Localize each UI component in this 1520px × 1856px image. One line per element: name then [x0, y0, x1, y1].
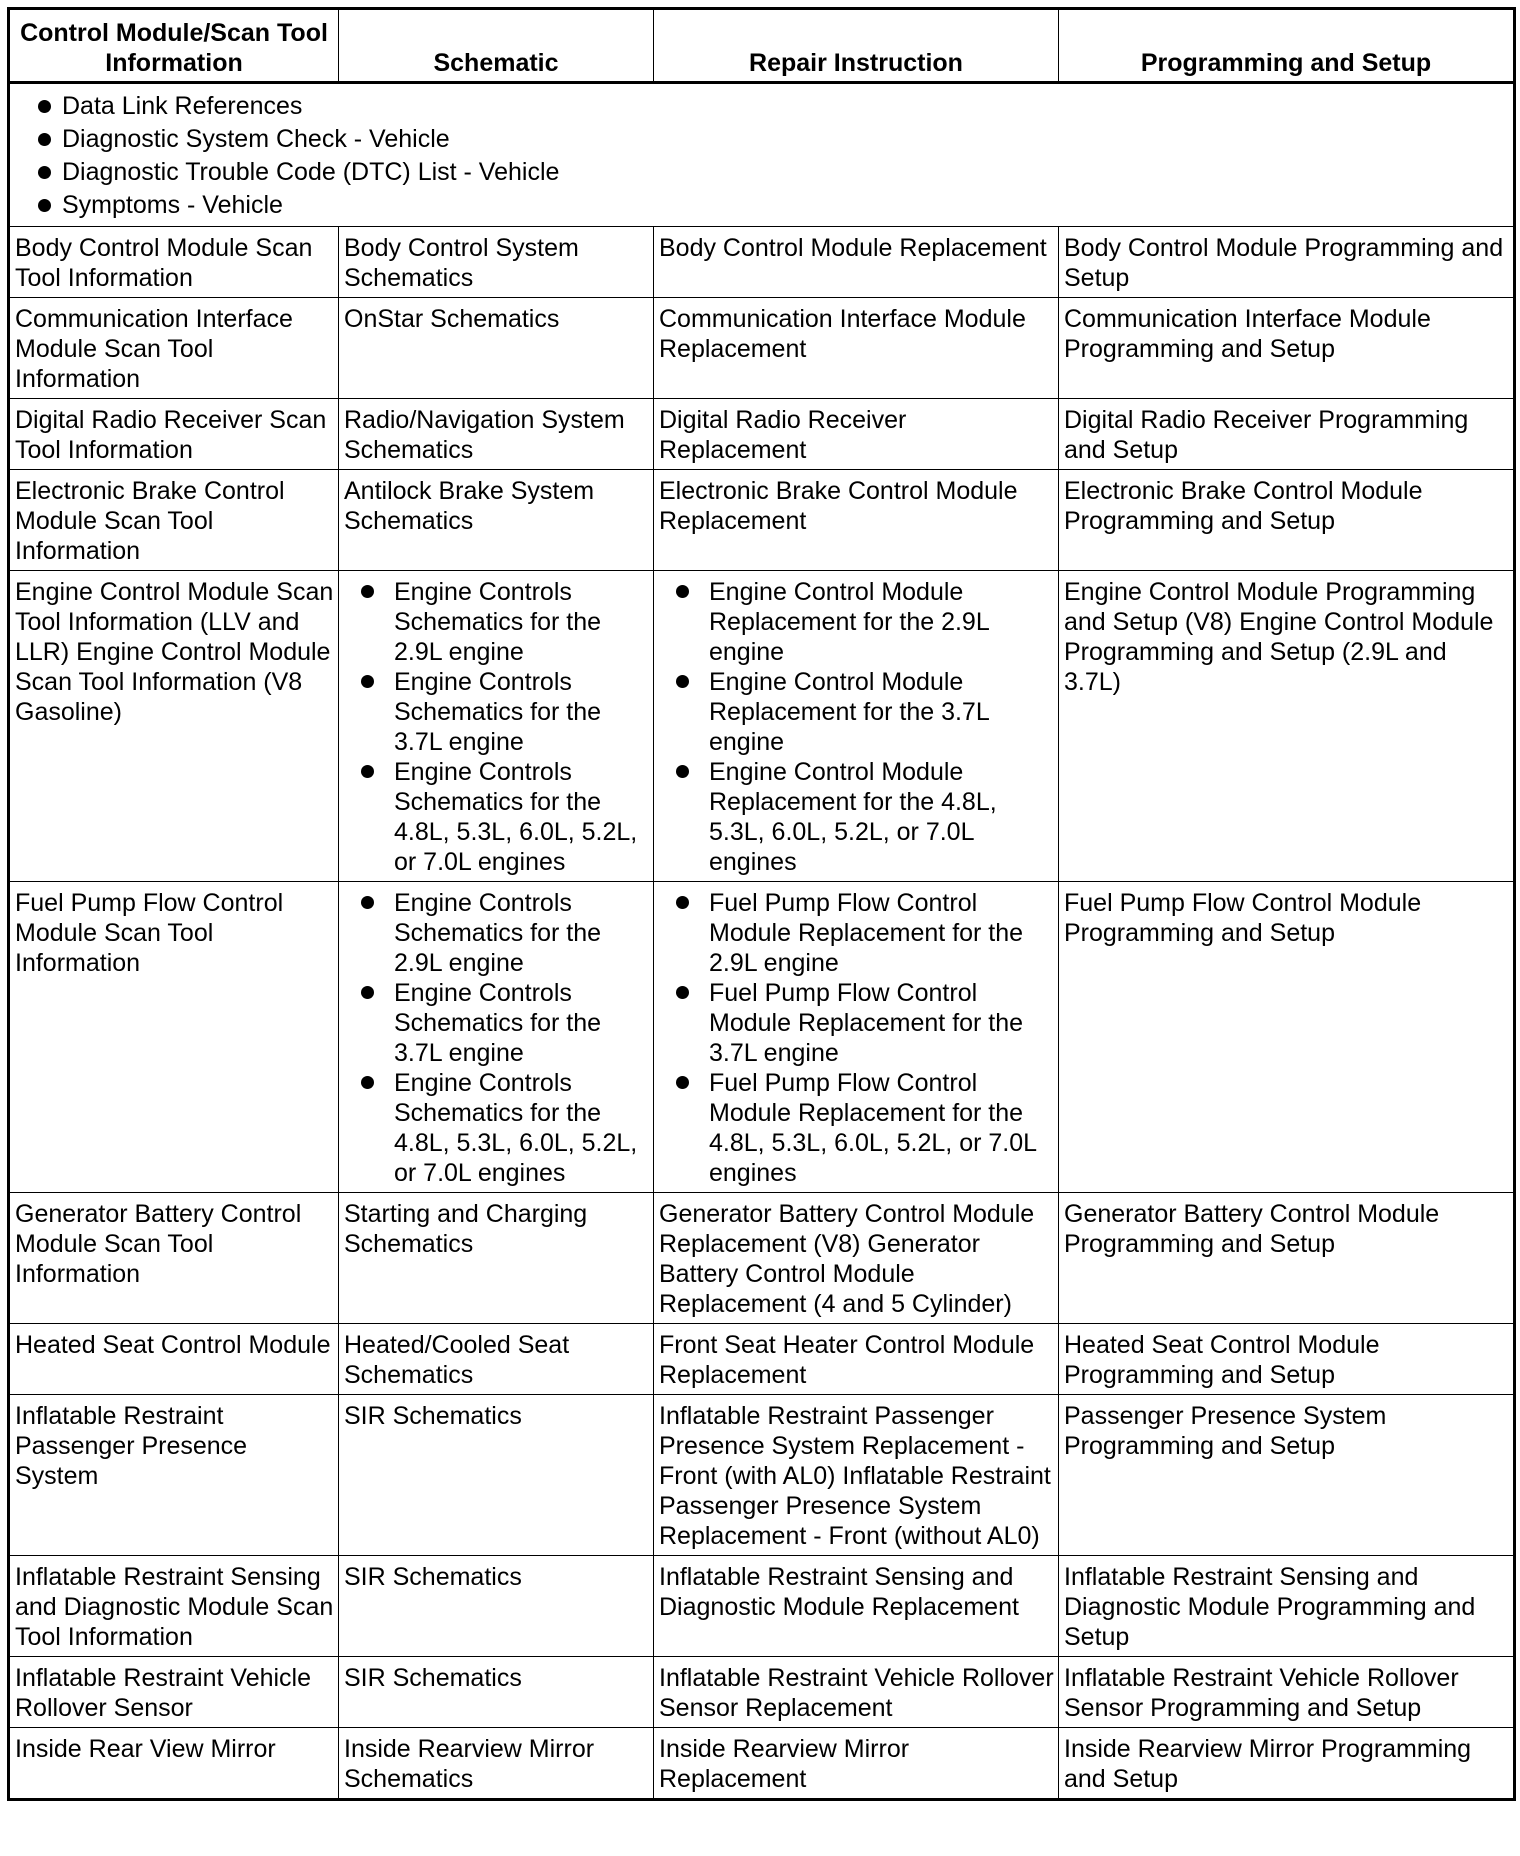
schematic-list-item[interactable]: Engine Controls Schematics for the 4.8L, 5.3L, 6.0L, 5.2L, or 7.0L engines [344, 757, 649, 877]
table-row [9, 470, 1515, 571]
schematic-cell[interactable]: SIR Schematics [339, 1395, 654, 1556]
repair-list-item[interactable]: Fuel Pump Flow Control Module Replacement for the 2.9L engine [659, 888, 1054, 978]
programming-cell[interactable]: Electronic Brake Control Module Programming and Setup [1059, 470, 1515, 571]
module-cell: Inflatable Restraint Sensing and Diagnostic Module Scan Tool Information [9, 1556, 339, 1657]
module-cell: Fuel Pump Flow Control Module Scan Tool Information [9, 882, 339, 1193]
schematic-cell[interactable]: Inside Rearview Mirror Schematics [339, 1728, 654, 1800]
table-row [9, 882, 1515, 1193]
module-cell: Electronic Brake Control Module Scan Tool Information [9, 470, 339, 571]
schematic-cell[interactable]: Heated/Cooled Seat Schematics [339, 1324, 654, 1395]
repair-cell[interactable]: Inside Rearview Mirror Replacement [654, 1728, 1059, 1800]
repair-cell [654, 571, 1059, 882]
intro-list [15, 90, 1509, 222]
module-cell: Inflatable Restraint Passenger Presence System [9, 1395, 339, 1556]
repair-list [659, 888, 1054, 1188]
module-cell: Inside Rear View Mirror [9, 1728, 339, 1800]
repair-cell[interactable]: Generator Battery Control Module Replacement (V8) Generator Battery Control Module Replacement (4 and 5 Cylinder) [654, 1193, 1059, 1324]
repair-list-item[interactable]: Fuel Pump Flow Control Module Replacement for the 3.7L engine [659, 978, 1054, 1068]
repair-list-item[interactable]: Engine Control Module Replacement for the 3.7L engine [659, 667, 1054, 757]
programming-cell[interactable]: Heated Seat Control Module Programming and Setup [1059, 1324, 1515, 1395]
intro-item[interactable]: Data Link References [15, 90, 1509, 123]
programming-cell[interactable]: Digital Radio Receiver Programming and Setup [1059, 399, 1515, 470]
schematic-cell[interactable]: SIR Schematics [339, 1556, 654, 1657]
schematic-cell[interactable]: Starting and Charging Schematics [339, 1193, 654, 1324]
repair-cell[interactable]: Digital Radio Receiver Replacement [654, 399, 1059, 470]
programming-cell[interactable]: Body Control Module Programming and Setup [1059, 227, 1515, 298]
table-row [9, 1657, 1515, 1728]
repair-cell[interactable]: Inflatable Restraint Passenger Presence System Replacement - Front (with AL0) Inflatable Restraint Passenger Presence System Replacement - Front (without AL0) [654, 1395, 1059, 1556]
reference-table [7, 7, 1516, 1801]
table-row [9, 1395, 1515, 1556]
repair-cell[interactable]: Inflatable Restraint Sensing and Diagnostic Module Replacement [654, 1556, 1059, 1657]
module-cell: Generator Battery Control Module Scan Tool Information [9, 1193, 339, 1324]
intro-item[interactable]: Diagnostic Trouble Code (DTC) List - Vehicle [15, 156, 1509, 189]
repair-cell[interactable]: Inflatable Restraint Vehicle Rollover Sensor Replacement [654, 1657, 1059, 1728]
table-row [9, 227, 1515, 298]
programming-cell[interactable]: Inside Rearview Mirror Programming and Setup [1059, 1728, 1515, 1800]
schematic-list-item[interactable]: Engine Controls Schematics for the 3.7L engine [344, 667, 649, 757]
programming-cell[interactable]: Communication Interface Module Programming and Setup [1059, 298, 1515, 399]
repair-list-item[interactable]: Engine Control Module Replacement for the 4.8L, 5.3L, 6.0L, 5.2L, or 7.0L engines [659, 757, 1054, 877]
module-cell: Communication Interface Module Scan Tool Information [9, 298, 339, 399]
schematic-list [344, 577, 649, 877]
repair-cell[interactable]: Communication Interface Module Replacement [654, 298, 1059, 399]
table-row [9, 298, 1515, 399]
programming-cell[interactable]: Engine Control Module Programming and Setup (V8) Engine Control Module Programming and Setup (2.9L and 3.7L) [1059, 571, 1515, 882]
table-row [9, 1556, 1515, 1657]
header-row [9, 9, 1515, 83]
schematic-list-item[interactable]: Engine Controls Schematics for the 4.8L, 5.3L, 6.0L, 5.2L, or 7.0L engines [344, 1068, 649, 1188]
module-cell: Body Control Module Scan Tool Information [9, 227, 339, 298]
schematic-cell[interactable]: SIR Schematics [339, 1657, 654, 1728]
header-module: Control Module/Scan Tool Information [9, 9, 339, 83]
schematic-list-item[interactable]: Engine Controls Schematics for the 2.9L engine [344, 577, 649, 667]
header-programming: Programming and Setup [1059, 9, 1515, 83]
repair-cell[interactable]: Electronic Brake Control Module Replacement [654, 470, 1059, 571]
table-row [9, 1324, 1515, 1395]
repair-cell[interactable]: Body Control Module Replacement [654, 227, 1059, 298]
intro-row [9, 83, 1515, 227]
module-cell: Inflatable Restraint Vehicle Rollover Sensor [9, 1657, 339, 1728]
schematic-cell[interactable]: Radio/Navigation System Schematics [339, 399, 654, 470]
table-row [9, 399, 1515, 470]
table-row [9, 1193, 1515, 1324]
programming-cell[interactable]: Fuel Pump Flow Control Module Programming and Setup [1059, 882, 1515, 1193]
schematic-cell[interactable]: Antilock Brake System Schematics [339, 470, 654, 571]
module-cell: Heated Seat Control Module [9, 1324, 339, 1395]
programming-cell[interactable]: Inflatable Restraint Vehicle Rollover Sensor Programming and Setup [1059, 1657, 1515, 1728]
programming-cell[interactable]: Passenger Presence System Programming and Setup [1059, 1395, 1515, 1556]
schematic-cell[interactable]: OnStar Schematics [339, 298, 654, 399]
schematic-list-item[interactable]: Engine Controls Schematics for the 2.9L engine [344, 888, 649, 978]
table-row [9, 571, 1515, 882]
module-cell: Digital Radio Receiver Scan Tool Information [9, 399, 339, 470]
header-repair: Repair Instruction [654, 9, 1059, 83]
repair-cell [654, 882, 1059, 1193]
repair-list [659, 577, 1054, 877]
programming-cell[interactable]: Generator Battery Control Module Programming and Setup [1059, 1193, 1515, 1324]
repair-cell[interactable]: Front Seat Heater Control Module Replacement [654, 1324, 1059, 1395]
header-schematic: Schematic [339, 9, 654, 83]
schematic-list [344, 888, 649, 1188]
intro-cell [9, 83, 1515, 227]
intro-item[interactable]: Diagnostic System Check - Vehicle [15, 123, 1509, 156]
schematic-cell[interactable]: Body Control System Schematics [339, 227, 654, 298]
programming-cell[interactable]: Inflatable Restraint Sensing and Diagnostic Module Programming and Setup [1059, 1556, 1515, 1657]
repair-list-item[interactable]: Fuel Pump Flow Control Module Replacement for the 4.8L, 5.3L, 6.0L, 5.2L, or 7.0L engines [659, 1068, 1054, 1188]
repair-list-item[interactable]: Engine Control Module Replacement for the 2.9L engine [659, 577, 1054, 667]
schematic-cell [339, 882, 654, 1193]
intro-item[interactable]: Symptoms - Vehicle [15, 189, 1509, 222]
module-cell: Engine Control Module Scan Tool Information (LLV and LLR) Engine Control Module Scan Tool Information (V8 Gasoline) [9, 571, 339, 882]
schematic-list-item[interactable]: Engine Controls Schematics for the 3.7L engine [344, 978, 649, 1068]
schematic-cell [339, 571, 654, 882]
table-row [9, 1728, 1515, 1800]
